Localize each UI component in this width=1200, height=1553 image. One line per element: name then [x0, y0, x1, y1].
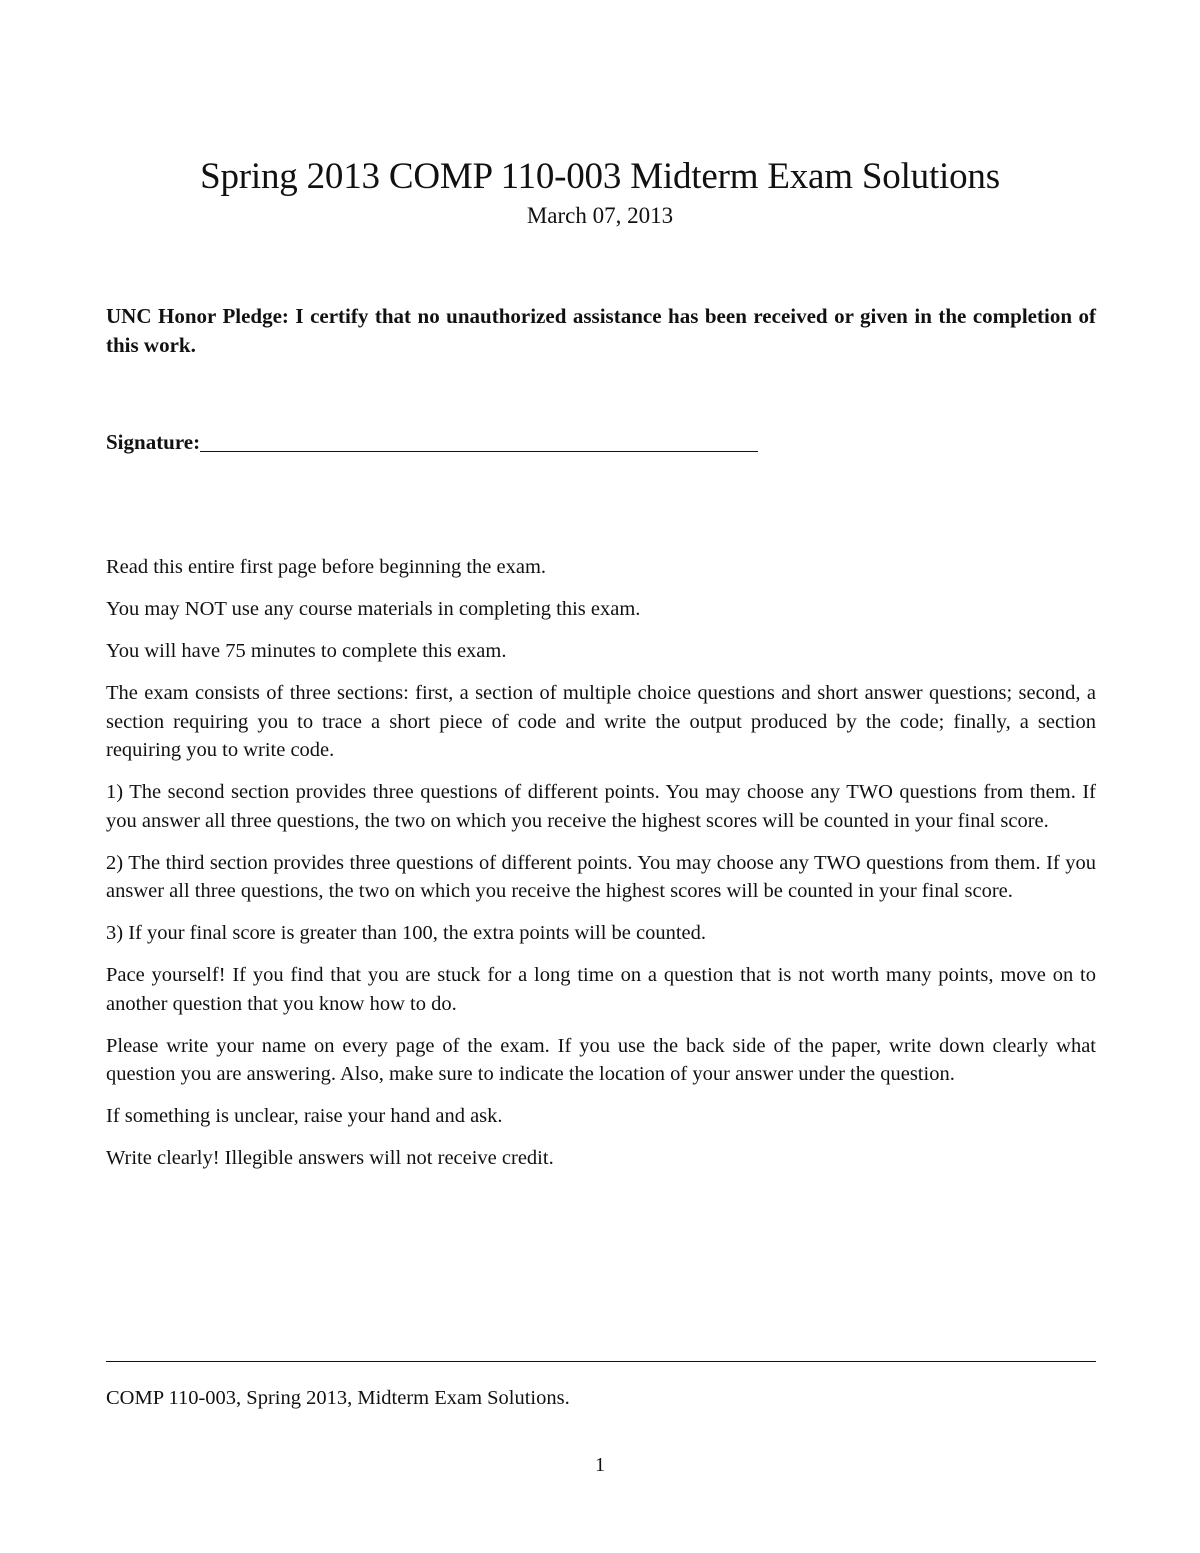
instruction-paragraph: You may NOT use any course materials in completing this exam.: [106, 598, 641, 620]
instruction-paragraph: 2) The third section provides three questions of different points. You may choose any TWO questions from them. If you answer all three questions, the two on which you receive the highest scores will be counted in your final score.: [106, 851, 1096, 902]
signature-line: [200, 450, 758, 452]
instruction-paragraph: Pace yourself! If you find that you are stuck for a long time on a question that is not worth many points, move on to another question that you know how to do.: [106, 964, 1096, 1015]
signature-label: Signature:: [106, 430, 201, 454]
instruction-paragraph: Read this entire first page before beginning the exam.: [106, 556, 547, 578]
instructions: [106, 553, 1096, 1186]
instruction-paragraph: 3) If your final score is greater than 100, the extra points will be counted.: [106, 922, 707, 944]
exam-date: March 07, 2013: [526, 203, 674, 228]
instruction-paragraph: Write clearly! Illegible answers will not receive credit.: [106, 1147, 554, 1169]
instruction-paragraph: You will have 75 minutes to complete this exam.: [106, 640, 507, 662]
instruction-paragraph: Please write your name on every page of the exam. If you use the back side of the paper, write down clearly what question you are answering. Also, make sure to indicate the location of your answer under the question.: [106, 1034, 1096, 1085]
page-title: Spring 2013 COMP 110-003 Midterm Exam Solutions: [200, 156, 1000, 197]
page-number: 1: [595, 1454, 605, 1476]
signature-row: [106, 428, 806, 457]
honor-pledge: UNC Honor Pledge: I certify that no unauthorized assistance has been received or given in the completion of this work.: [106, 304, 1096, 357]
instruction-paragraph: 1) The second section provides three questions of different points. You may choose any TWO questions from them. If you answer all three questions, the two on which you receive the highest scores will be counted in your final score.: [106, 781, 1096, 832]
instruction-paragraph: The exam consists of three sections: first, a section of multiple choice questions and short answer questions; second, a section requiring you to trace a short piece of code and write the output produced by the code; finally, a section requiring you to write code.: [106, 682, 1096, 761]
instruction-paragraph: If something is unclear, raise your hand and ask.: [106, 1105, 503, 1127]
footer-text: COMP 110-003, Spring 2013, Midterm Exam Solutions.: [106, 1387, 570, 1409]
footer-divider: [106, 1361, 1096, 1362]
